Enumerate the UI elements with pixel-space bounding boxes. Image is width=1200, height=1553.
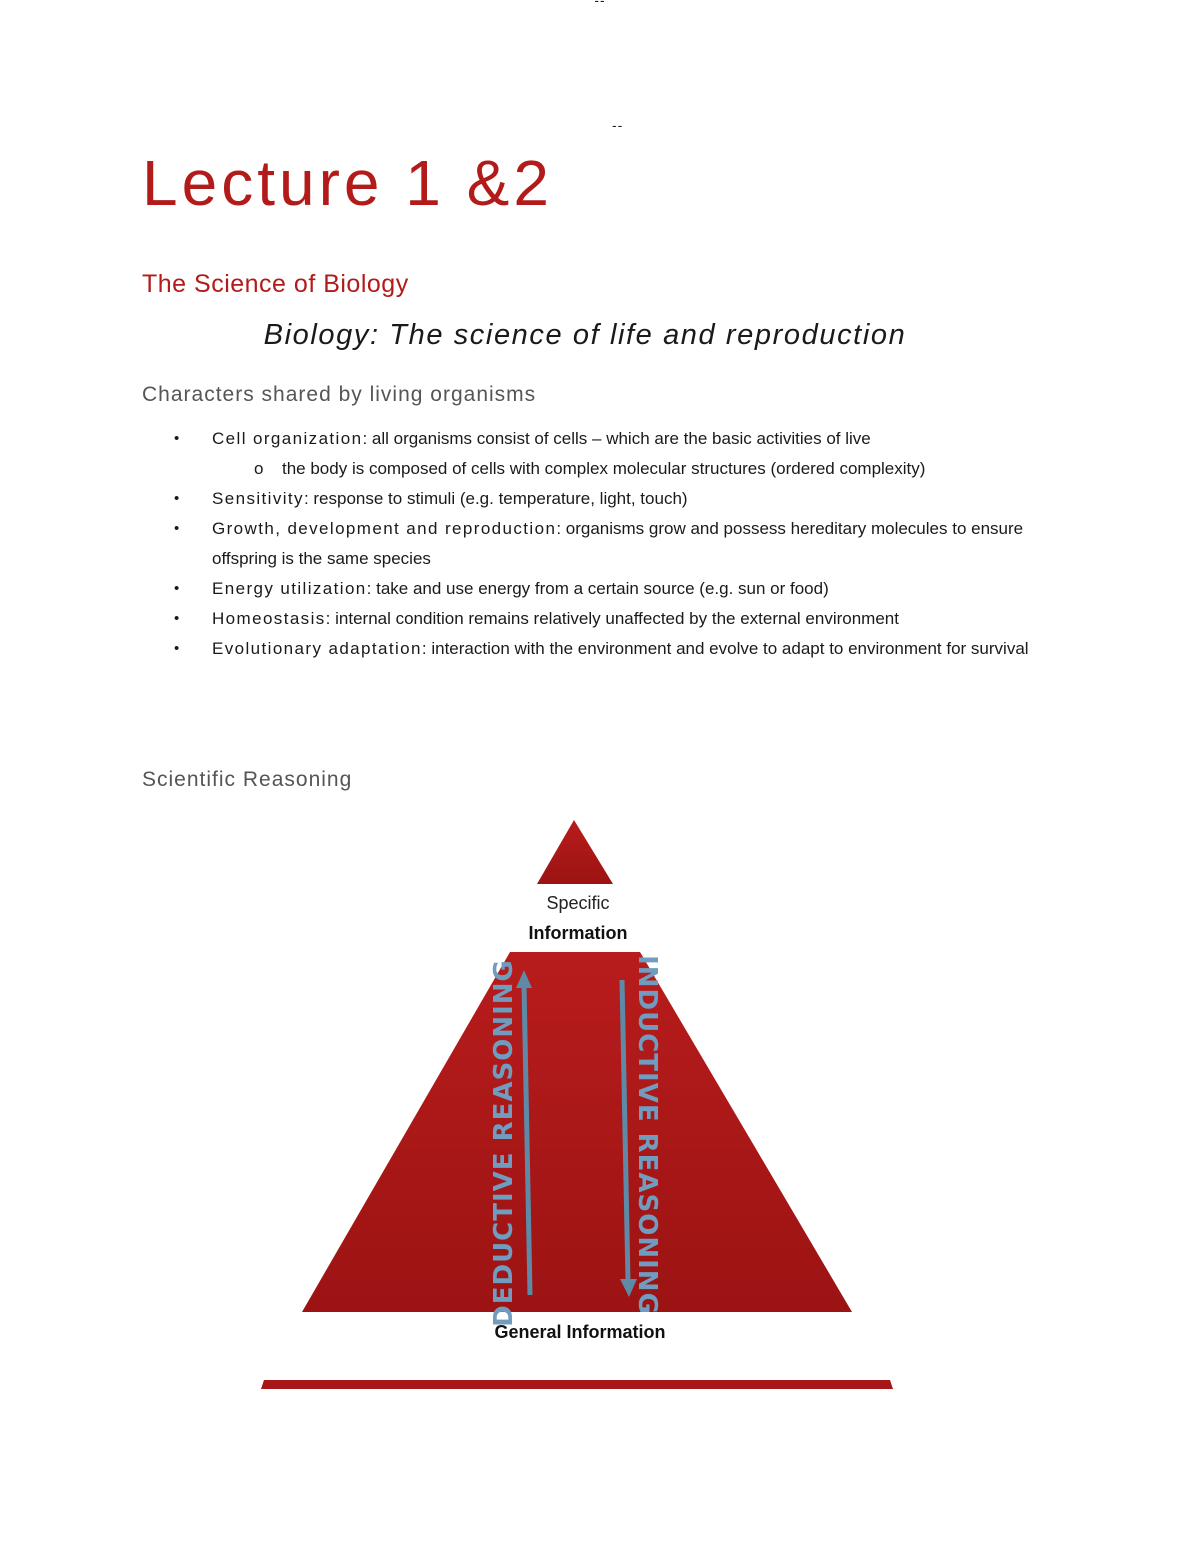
item-term: Evolutionary adaptation [212, 639, 422, 658]
section-heading: The Science of Biology [142, 270, 409, 298]
bullet: • [174, 610, 180, 627]
information-label: Information [528, 923, 628, 943]
item-text: : all organisms consist of cells – which are the basic activities of live [362, 429, 871, 448]
characters-heading: Characters shared by living organisms [142, 383, 537, 406]
inductive-reasoning-label: INDUCTIVE REASONING [632, 955, 662, 1315]
bullet: • [174, 430, 180, 447]
bullet: • [174, 520, 180, 537]
pyramid-body [302, 952, 852, 1312]
item-term: Sensitivity [212, 489, 304, 508]
item-term: Homeostasis [212, 609, 326, 628]
general-information-label: General Information [494, 1322, 666, 1342]
specific-label: Specific [546, 893, 610, 913]
definition-subtitle: Biology: The science of life and reproduction [263, 319, 907, 351]
sub-item-text: the body is composed of cells with complex molecular structures (ordered complexity) [282, 459, 926, 478]
deductive-reasoning-label: DEDUCTIVE REASONING [489, 959, 519, 1327]
item-term: Energy utilization [212, 579, 367, 598]
section-mark: -- [612, 117, 624, 133]
bullet: • [174, 640, 180, 657]
item-term: Growth, development and reproduction [212, 519, 557, 538]
pyramid-base-bar [261, 1380, 893, 1389]
reasoning-heading: Scientific Reasoning [142, 768, 353, 791]
item-text: : response to stimuli (e.g. temperature, light, touch) [303, 489, 688, 508]
item-text: : take and use energy from a certain source (e.g. sun or food) [366, 579, 829, 598]
bullet: • [174, 490, 180, 507]
item-text: : internal condition remains relatively unaffected by the external environment [325, 609, 899, 628]
sub-bullet: o [254, 459, 264, 478]
page-title: Lecture 1 &2 [142, 147, 553, 219]
item-term: Cell organization [212, 429, 363, 448]
header-mark: -- [594, 0, 606, 8]
item-text: : organisms grow and possess hereditary molecules to ensure offspring is the same species [212, 519, 1024, 568]
pyramid-tip [537, 820, 613, 884]
item-text: : interaction with the environment and evolve to adapt to environment for survival [421, 639, 1029, 658]
bullet: • [174, 580, 180, 597]
